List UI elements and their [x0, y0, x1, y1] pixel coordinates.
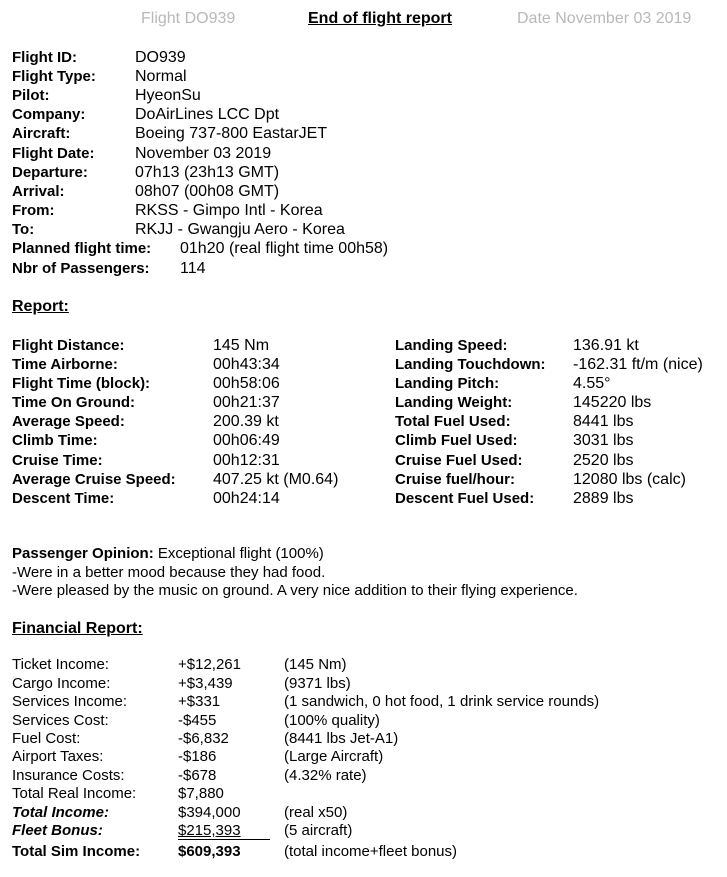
info-label: Company:	[12, 106, 86, 123]
info-value: DoAirLines LCC Dpt	[135, 106, 280, 123]
sim-income-label: Total Sim Income:	[12, 843, 141, 860]
fin-note: (1 sandwich, 0 hot food, 1 drink service rounds)	[284, 693, 600, 710]
report-label: Landing Weight:	[395, 394, 513, 411]
fin-amount: +$3,439	[178, 675, 233, 692]
fin-amount: -$6,832	[178, 730, 229, 747]
info-label: From:	[12, 202, 55, 219]
header-date: Date November 03 2019	[517, 10, 692, 27]
info-value: HyeonSu	[135, 87, 201, 104]
report-value: 200.39 kt	[213, 413, 279, 430]
report-label: Landing Speed:	[395, 337, 508, 354]
info-value: RKSS - Gimpo Intl - Korea	[135, 202, 323, 219]
report-value: -162.31 ft/m (nice)	[573, 356, 703, 373]
fin-label: Insurance Costs:	[12, 767, 125, 784]
report-label: Landing Pitch:	[395, 375, 500, 392]
opinion-line: -Were pleased by the music on ground. A very nice addition to their flying experience.	[12, 582, 578, 599]
fin-amount: +$12,261	[178, 656, 241, 673]
fin-amount: -$455	[178, 712, 217, 729]
fin-note: (100% quality)	[284, 712, 380, 729]
passenger-opinion	[12, 545, 324, 562]
info-label: Planned flight time:	[12, 240, 152, 257]
report-value: 136.91 kt	[573, 337, 639, 354]
info-label: Departure:	[12, 164, 88, 181]
total-income-label: Total Income:	[12, 804, 109, 821]
info-label: To:	[12, 221, 35, 238]
info-label: Aircraft:	[12, 125, 71, 142]
report-value: 2520 lbs	[573, 452, 634, 469]
report-label: Landing Touchdown:	[395, 356, 546, 373]
report-value: 407.25 kt (M0.64)	[213, 471, 339, 488]
fin-note: (145 Nm)	[284, 656, 347, 673]
report-label: Time Airborne:	[12, 356, 118, 373]
report-value: 2889 lbs	[573, 490, 634, 507]
report-label: Average Cruise Speed:	[12, 471, 176, 488]
fin-label: Airport Taxes:	[12, 748, 104, 765]
info-label: Flight Date:	[12, 145, 95, 162]
fleet-bonus-note: (5 aircraft)	[284, 822, 353, 839]
info-value: RKJJ - Gwangju Aero - Korea	[135, 221, 345, 238]
report-value: 12080 lbs (calc)	[573, 471, 686, 488]
sim-income-amount: $609,393	[178, 843, 241, 860]
report-value: 4.55°	[573, 375, 611, 392]
opinion-value: Exceptional flight (100%)	[153, 545, 324, 562]
info-value: 07h13 (23h13 GMT)	[135, 164, 280, 181]
report-value: 8441 lbs	[573, 413, 634, 430]
report-label: Time On Ground:	[12, 394, 136, 411]
info-value: Normal	[135, 68, 187, 85]
info-value: DO939	[135, 49, 186, 66]
total-rule	[178, 839, 270, 840]
report-label: Cruise fuel/hour:	[395, 471, 516, 488]
report-value: 00h58:06	[213, 375, 280, 392]
fin-note: (8441 lbs Jet-A1)	[284, 730, 399, 747]
opinion-label: Passenger Opinion:	[12, 545, 154, 562]
header-flight: Flight DO939	[141, 10, 236, 27]
fleet-bonus-label: Fleet Bonus:	[12, 822, 103, 839]
report-label: Flight Time (block):	[12, 375, 151, 392]
report-label: Descent Fuel Used:	[395, 490, 535, 507]
report-label: Cruise Fuel Used:	[395, 452, 523, 469]
info-label: Arrival:	[12, 183, 65, 200]
info-value: 08h07 (00h08 GMT)	[135, 183, 280, 200]
info-value: 01h20 (real flight time 00h58)	[180, 240, 389, 257]
fin-label: Services Cost:	[12, 712, 109, 729]
report-label: Total Fuel Used:	[395, 413, 511, 430]
fin-label: Fuel Cost:	[12, 730, 81, 747]
info-label: Pilot:	[12, 87, 50, 104]
fin-amount: +$331	[178, 693, 221, 710]
opinion-line: -Were in a better mood because they had food.	[12, 564, 326, 581]
report-label: Average Speed:	[12, 413, 125, 430]
sim-income-note: (total income+fleet bonus)	[284, 843, 458, 860]
info-label: Flight Type:	[12, 68, 96, 85]
report-label: Climb Fuel Used:	[395, 432, 518, 449]
report-value: 00h21:37	[213, 394, 280, 411]
report-label: Flight Distance:	[12, 337, 125, 354]
fin-label: Services Income:	[12, 693, 128, 710]
report-heading: Report:	[12, 298, 69, 315]
info-value: 114	[180, 260, 206, 277]
report-value: 145 Nm	[213, 337, 270, 354]
total-income-note: (real x50)	[284, 804, 348, 821]
fin-label: Total Real Income:	[12, 785, 137, 802]
report-label: Climb Time:	[12, 432, 98, 449]
report-value: 3031 lbs	[573, 432, 634, 449]
info-label: Nbr of Passengers:	[12, 260, 150, 277]
total-income-amount: $394,000	[178, 804, 241, 821]
report-label: Descent Time:	[12, 490, 115, 507]
report-value: 00h12:31	[213, 452, 280, 469]
info-value: Boeing 737-800 EastarJET	[135, 125, 328, 142]
report-value: 00h06:49	[213, 432, 280, 449]
fin-label: Cargo Income:	[12, 675, 111, 692]
financial-heading: Financial Report:	[12, 620, 143, 637]
fin-amount: -$186	[178, 748, 217, 765]
report-title: End of flight report	[308, 10, 452, 27]
report-value: 145220 lbs	[573, 394, 652, 411]
fin-note: (9371 lbs)	[284, 675, 351, 692]
info-label: Flight ID:	[12, 49, 77, 66]
info-value: November 03 2019	[135, 145, 272, 162]
fleet-bonus-amount: $215,393	[178, 822, 241, 839]
fin-note: (4.32% rate)	[284, 767, 367, 784]
fin-amount: $7,880	[178, 785, 224, 802]
fin-amount: -$678	[178, 767, 217, 784]
report-label: Cruise Time:	[12, 452, 103, 469]
report-value: 00h43:34	[213, 356, 280, 373]
report-value: 00h24:14	[213, 490, 280, 507]
fin-label: Ticket Income:	[12, 656, 109, 673]
fin-note: (Large Aircraft)	[284, 748, 384, 765]
